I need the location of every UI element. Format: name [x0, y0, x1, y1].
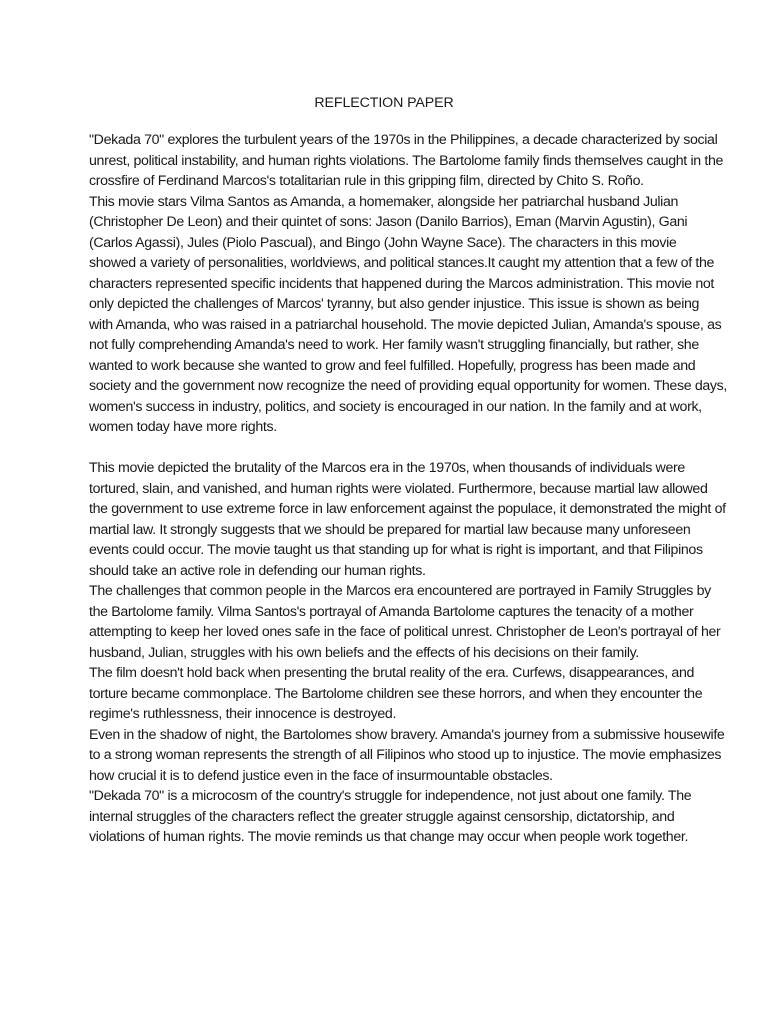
text-line: should take an active role in defending our human rights.	[89, 562, 426, 579]
text-line: The film doesn't hold back when presenting the brutal reality of the era. Curfews, disappearances, and	[89, 665, 695, 681]
text-line: unrest, political instability, and human rights violations. The Bartolome family finds themselves caught in the	[89, 152, 724, 169]
text-line: not fully comprehending Amanda's need to work. Her family wasn't struggling financially, but rather, she	[89, 337, 699, 353]
text-line: husband, Julian, struggles with his own beliefs and the effects of his decisions on their family.	[89, 644, 639, 661]
paragraph-spacer	[89, 438, 689, 459]
text-line: This movie stars Vilma Santos as Amanda, a homemaker, alongside her patriarchal husband Julian	[89, 193, 679, 210]
text-line: Even in the shadow of night, the Bartolomes show bravery. Amanda's journey from a submissive housewife	[89, 726, 725, 743]
text-line: society and the government now recognize the need of providing equal opportunity for women. These days,	[89, 378, 728, 394]
text-line: The challenges that common people in the Marcos era encountered are portrayed in Family Struggles by	[89, 583, 711, 599]
text-line: with Amanda, who was raised in a patriarchal household. The movie depicted Julian, Amanda's spouse, as	[89, 316, 722, 333]
paragraph-1	[89, 130, 728, 438]
document-body	[89, 130, 728, 848]
text-line: women's success in industry, politics, and society is encouraged in our nation. In the family and at work,	[89, 398, 702, 415]
text-line: characters represented specific incidents that happened during the Marcos administration. This movie not	[89, 275, 714, 292]
document-title: REFLECTION PAPER	[314, 95, 454, 111]
text-line: showed a variety of personalities, worldviews, and political stances.It caught my attention that a few of the	[89, 255, 715, 271]
text-line: to a strong woman represents the strength of all Filipinos who stood up to injustice. The movie emphasizes	[89, 747, 722, 763]
paragraph-2	[89, 458, 726, 848]
text-line: torture became commonplace. The Bartolome children see these horrors, and when they encounter the	[89, 685, 703, 702]
text-line: events could occur. The movie taught us that standing up for what is right is important, and that Filipinos	[89, 542, 703, 558]
text-line: (Carlos Agassi), Jules (Piolo Pascual), and Bingo (John Wayne Sace). The characters in this movie	[89, 234, 677, 251]
text-line: (Christopher De Leon) and their quintet of sons: Jason (Danilo Barrios), Eman (Marvin Agustin), Gani	[89, 214, 688, 230]
text-line: martial law. It strongly suggests that we should be prepared for martial law because many unforeseen	[89, 521, 691, 538]
text-line: tortured, slain, and vanished, and human rights were violated. Furthermore, because martial law allowed	[89, 480, 708, 497]
text-line: "Dekada 70" is a microcosm of the country's struggle for independence, not just about one family. The	[89, 788, 692, 804]
text-line: violations of human rights. The movie reminds us that change may occur when people work together.	[89, 829, 689, 845]
text-line: the Bartolome family. Vilma Santos's portrayal of Amanda Bartolome captures the tenacity of a mother	[89, 603, 694, 620]
text-line: crossfire of Ferdinand Marcos's totalitarian rule in this gripping film, directed by Chito S. Roño.	[89, 173, 644, 189]
text-line: attempting to keep her loved ones safe in the face of political unrest. Christopher de Leon's portrayal of her	[89, 624, 721, 640]
text-line: only depicted the challenges of Marcos' tyranny, but also gender injustice. This issue is shown as being	[89, 296, 700, 312]
text-line: This movie depicted the brutality of the Marcos era in the 1970s, when thousands of individuals were	[89, 460, 685, 476]
text-line: how crucial it is to defend justice even in the face of insurmountable obstacles.	[89, 767, 553, 784]
text-line: women today have more rights.	[89, 419, 277, 435]
text-line: regime's ruthlessness, their innocence is destroyed.	[89, 706, 397, 722]
text-line: "Dekada 70" explores the turbulent years of the 1970s in the Philippines, a decade characterized by social	[89, 132, 718, 148]
text-line: the government to use extreme force in law enforcement against the populace, it demonstrated the might of	[89, 501, 726, 517]
text-line: wanted to work because she wanted to grow and feel fulfilled. Hopefully, progress has been made and	[89, 357, 696, 374]
text-line: internal struggles of the characters reflect the greater struggle against censorship, dictatorship, and	[89, 808, 675, 825]
